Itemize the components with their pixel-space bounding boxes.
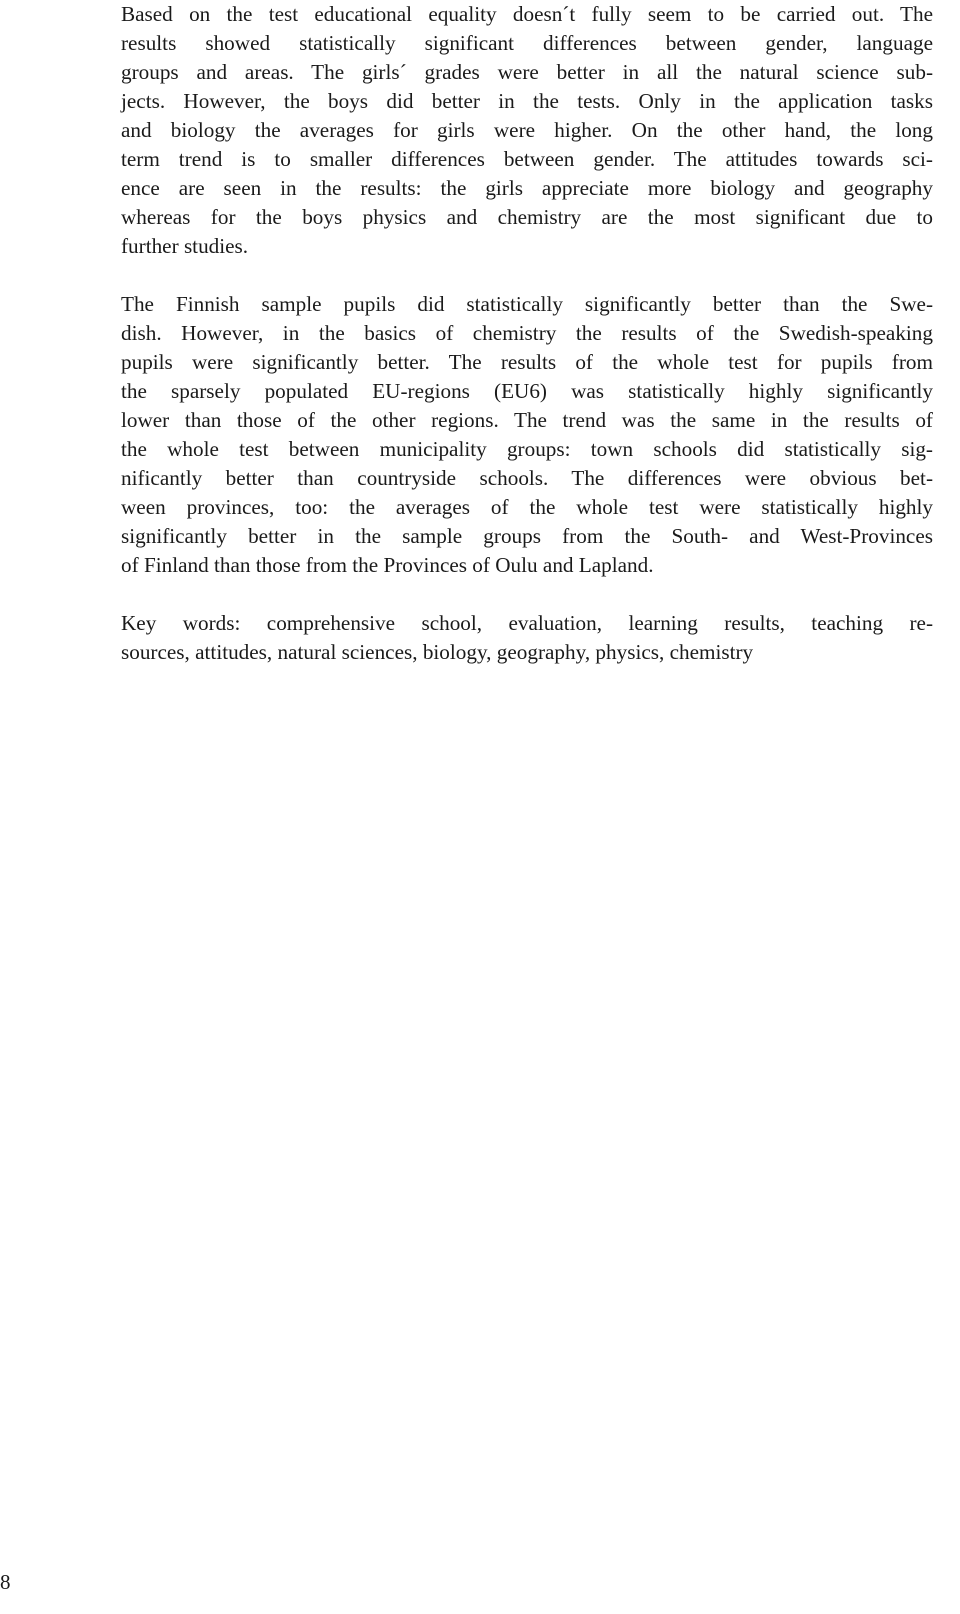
text-line: further studies.: [121, 234, 249, 258]
text-line: pupils were significantly better. The results of the whole test for pupils from: [121, 350, 933, 374]
text-line: of Finland than those from the Provinces of Oulu and Lapland.: [121, 553, 654, 577]
text-line: groups and areas. The girls´ grades were better in all the natural science sub-: [121, 60, 933, 84]
page-number: 8: [0, 1570, 11, 1594]
text-line: sources, attitudes, natural sciences, biology, geography, physics, chemistry: [121, 640, 754, 664]
text-line: significantly better in the sample groups from the South- and West-Provinces: [121, 524, 933, 548]
paragraph-abstract-results: [121, 0, 933, 261]
text-line: and biology the averages for girls were higher. On the other hand, the long: [121, 118, 933, 142]
paragraph-spacer: [121, 580, 933, 609]
body-text: [121, 0, 933, 667]
text-line: term trend is to smaller differences between gender. The attitudes towards sci-: [121, 147, 933, 171]
text-line: Key words: comprehensive school, evaluation, learning results, teaching re-: [121, 611, 933, 635]
text-line: Based on the test educational equality doesn´t fully seem to be carried out. The: [121, 2, 933, 26]
text-line: whereas for the boys physics and chemistry are the most significant due to: [121, 205, 933, 229]
text-line: jects. However, the boys did better in the tests. Only in the application tasks: [121, 89, 933, 113]
text-line: the whole test between municipality groups: town schools did statistically sig-: [121, 437, 933, 461]
text-line: ence are seen in the results: the girls appreciate more biology and geography: [121, 176, 933, 200]
text-line: results showed statistically significant differences between gender, language: [121, 31, 933, 55]
text-line: ween provinces, too: the averages of the whole test were statistically highly: [121, 495, 933, 519]
paragraph-regional-results: [121, 290, 933, 580]
text-line: lower than those of the other regions. The trend was the same in the results of: [121, 408, 933, 432]
text-line: dish. However, in the basics of chemistry the results of the Swedish-speaking: [121, 321, 933, 345]
paragraph-spacer: [121, 261, 933, 290]
text-line: The Finnish sample pupils did statistically significantly better than the Swe-: [121, 292, 933, 316]
paragraph-key-words: [121, 609, 933, 667]
text-line: the sparsely populated EU-regions (EU6) was statistically highly significantly: [121, 379, 933, 403]
text-line: nificantly better than countryside schools. The differences were obvious bet-: [121, 466, 933, 490]
